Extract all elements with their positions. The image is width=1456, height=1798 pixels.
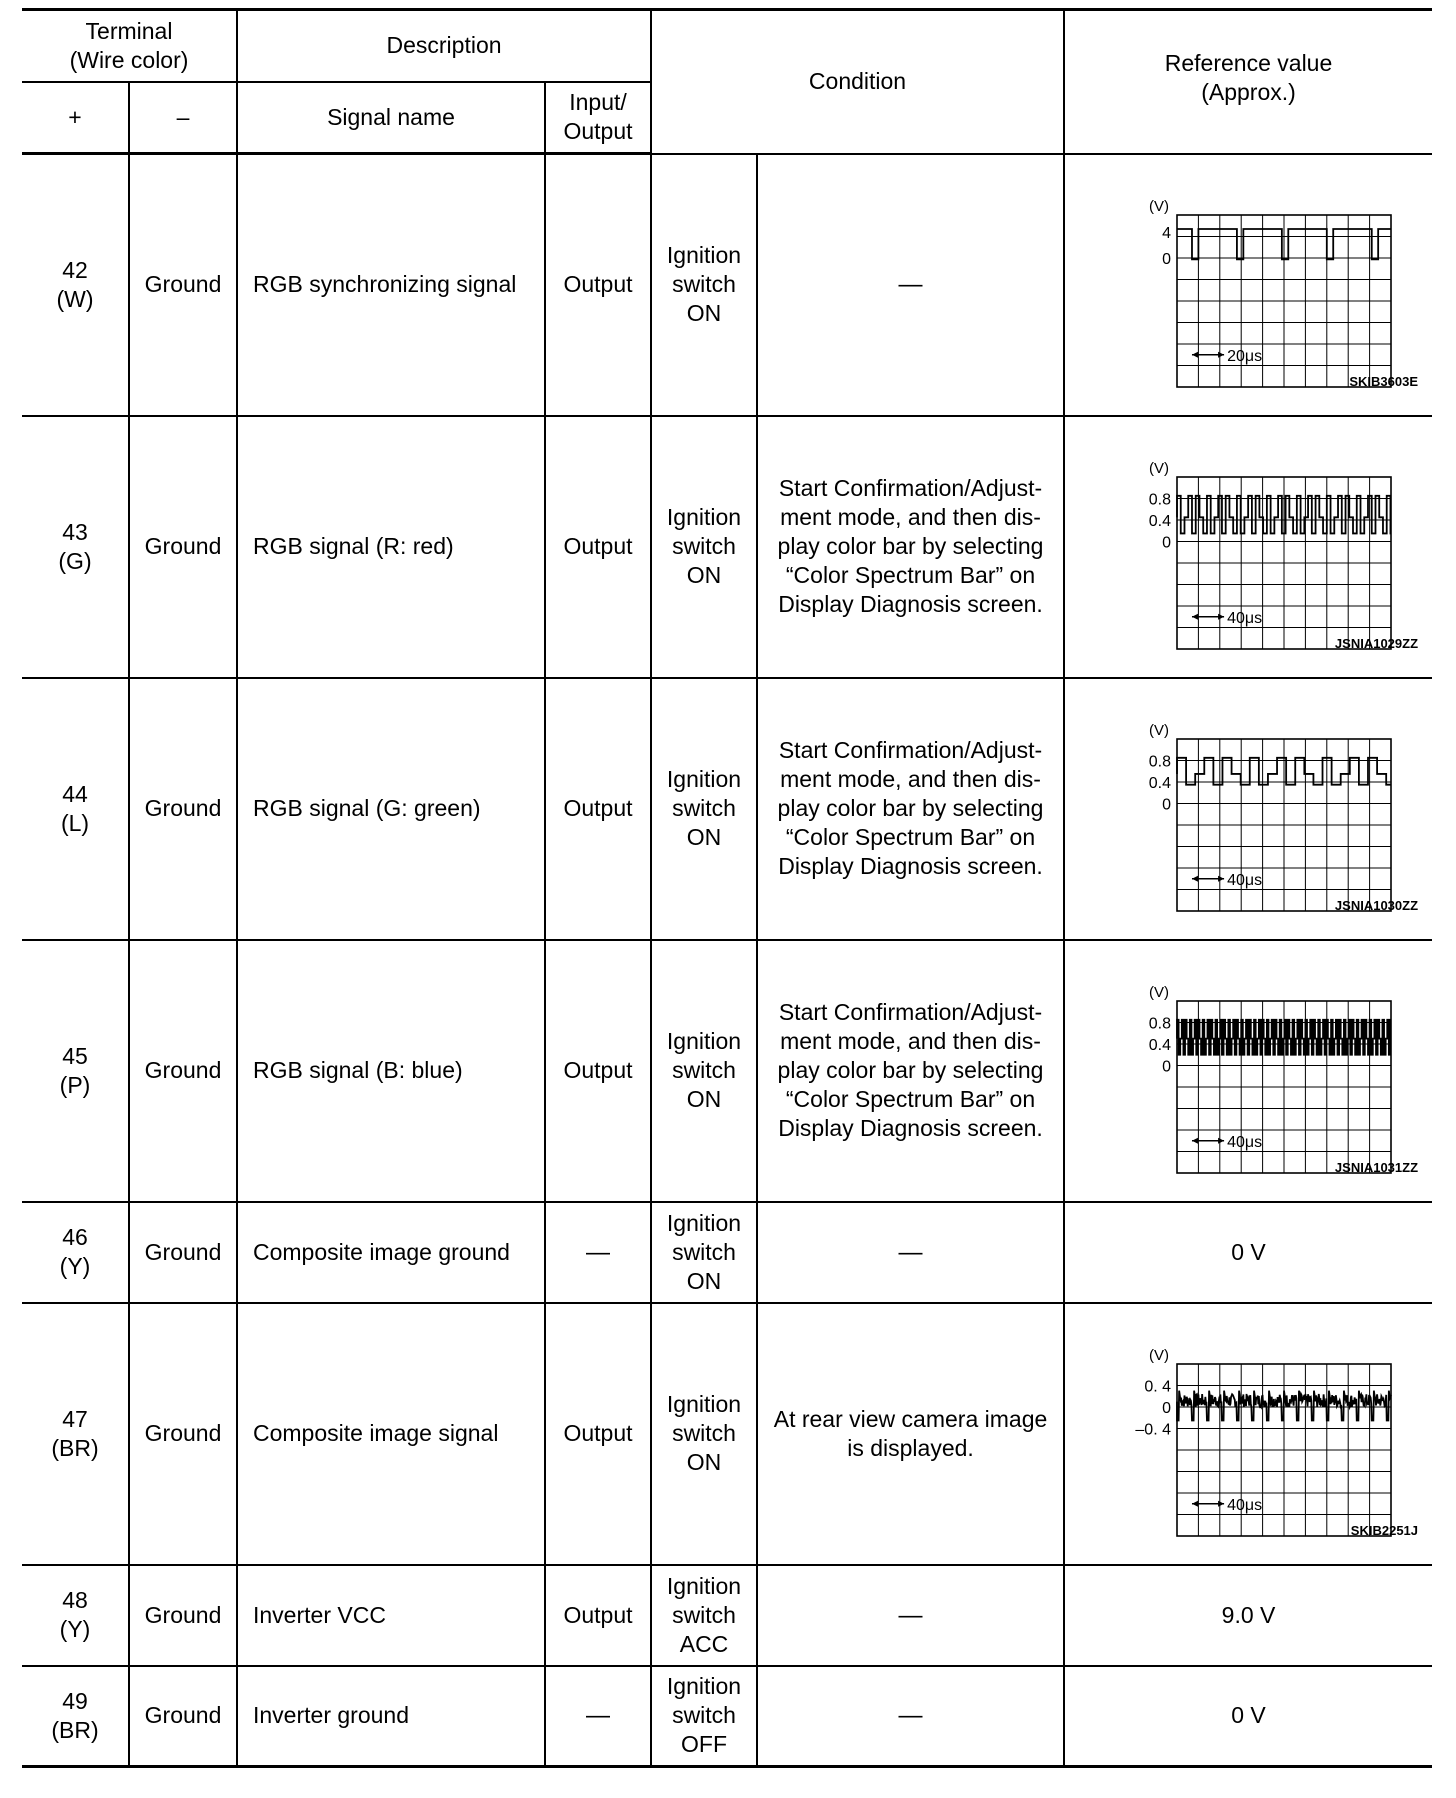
waveform-voltage-label: 0.8 (1148, 1015, 1171, 1032)
oscilloscope-waveform (1099, 195, 1399, 395)
waveform-voltage-label: 4 (1161, 224, 1171, 242)
reference-value (1064, 678, 1432, 940)
input-output: Output (545, 1303, 651, 1565)
ignition-switch-state: Ignition switch ON (651, 154, 757, 416)
waveform-unit-label: (V) (1148, 983, 1169, 1001)
ignition-switch-state: Ignition switch ON (651, 416, 757, 678)
time-division-label: 40μs (1226, 609, 1262, 627)
ignition-switch-state: Ignition switch ON (651, 1202, 757, 1303)
waveform-unit-label: (V) (1148, 459, 1169, 477)
terminal-number: 43 (G) (22, 416, 129, 678)
time-division-label: 40μs (1226, 871, 1262, 889)
condition-text: — (757, 1666, 1064, 1767)
terminal-number: 46 (Y) (22, 1202, 129, 1303)
table-row (22, 678, 1432, 940)
oscilloscope-waveform (1099, 1344, 1399, 1544)
oscilloscope-waveform (1099, 981, 1399, 1181)
reference-value: 0 V (1064, 1202, 1432, 1303)
condition-text: Start Confirmation/Adjust- ment mode, and then dis- play color bar by selecting “Color Spectrum Bar” on Display Diagnosis screen. (757, 678, 1064, 940)
signal-name: RGB synchronizing signal (237, 154, 545, 416)
table-row (22, 940, 1432, 1202)
oscilloscope-waveform (1099, 719, 1399, 919)
time-division-label: 20μs (1226, 347, 1262, 365)
waveform-unit-label: (V) (1148, 1346, 1169, 1364)
ground-terminal: Ground (129, 1565, 237, 1666)
waveform-voltage-label: 0 (1161, 1399, 1171, 1417)
signal-name: RGB signal (R: red) (237, 416, 545, 678)
waveform-voltage-label: 0 (1161, 534, 1171, 551)
table-row (22, 1666, 1432, 1767)
terminal-number: 48 (Y) (22, 1565, 129, 1666)
condition-text: — (757, 1202, 1064, 1303)
waveform-voltage-label: 0 (1161, 250, 1171, 268)
signal-name: Inverter VCC (237, 1565, 545, 1666)
table-row (22, 416, 1432, 678)
oscilloscope-grid (1177, 1364, 1391, 1536)
table-row (22, 1565, 1432, 1666)
input-output: — (545, 1666, 651, 1767)
ground-terminal: Ground (129, 1666, 237, 1767)
time-division-label: 40μs (1226, 1496, 1262, 1514)
input-output: Output (545, 1565, 651, 1666)
ground-terminal: Ground (129, 678, 237, 940)
condition-text: Start Confirmation/Adjust- ment mode, and then dis- play color bar by selecting “Color Spectrum Bar” on Display Diagnosis screen. (757, 416, 1064, 678)
ignition-switch-state: Ignition switch ACC (651, 1565, 757, 1666)
oscilloscope-waveform (1099, 457, 1399, 657)
input-output: Output (545, 154, 651, 416)
oscilloscope-grid (1177, 215, 1391, 387)
waveform-voltage-label: –0. 4 (1134, 1421, 1171, 1438)
waveform-voltage-label: 0.8 (1148, 491, 1171, 508)
waveform-voltage-label: 0. 4 (1143, 1378, 1171, 1395)
reference-value: 0 V (1064, 1666, 1432, 1767)
signal-name: RGB signal (B: blue) (237, 940, 545, 1202)
header-plus: + (22, 82, 129, 154)
table-row (22, 154, 1432, 416)
waveform-voltage-label: 0.4 (1148, 1036, 1171, 1054)
figure-code: JSNIA1030ZZ (1334, 897, 1419, 913)
terminal-number: 47 (BR) (22, 1303, 129, 1565)
reference-value (1064, 940, 1432, 1202)
condition-text: Start Confirmation/Adjust- ment mode, and then dis- play color bar by selecting “Color Spectrum Bar” on Display Diagnosis screen. (757, 940, 1064, 1202)
waveform-voltage-label: 0.4 (1148, 512, 1171, 530)
waveform-unit-label: (V) (1148, 197, 1169, 215)
signal-name: Inverter ground (237, 1666, 545, 1767)
header-reference-value: Reference value (Approx.) (1064, 10, 1432, 154)
reference-value (1064, 416, 1432, 678)
input-output: — (545, 1202, 651, 1303)
terminal-reference-table (22, 8, 1432, 1768)
table-row (22, 1303, 1432, 1565)
table-row (22, 1202, 1432, 1303)
ground-terminal: Ground (129, 1303, 237, 1565)
waveform-voltage-label: 0.8 (1148, 753, 1171, 770)
ground-terminal: Ground (129, 154, 237, 416)
ignition-switch-state: Ignition switch ON (651, 678, 757, 940)
terminal-number: 42 (W) (22, 154, 129, 416)
waveform-voltage-label: 0.4 (1148, 774, 1171, 792)
header-minus: – (129, 82, 237, 154)
signal-name: RGB signal (G: green) (237, 678, 545, 940)
figure-code: JSNIA1029ZZ (1334, 635, 1419, 651)
signal-name: Composite image ground (237, 1202, 545, 1303)
time-division-label: 40μs (1226, 1133, 1262, 1151)
waveform-voltage-label: 0 (1161, 1058, 1171, 1075)
condition-text: At rear view camera image is displayed. (757, 1303, 1064, 1565)
signal-name: Composite image signal (237, 1303, 545, 1565)
input-output: Output (545, 416, 651, 678)
figure-code: SKIB3603E (1349, 373, 1419, 389)
oscilloscope-grid (1177, 477, 1391, 649)
ground-terminal: Ground (129, 416, 237, 678)
ground-terminal: Ground (129, 940, 237, 1202)
ignition-switch-state: Ignition switch ON (651, 1303, 757, 1565)
waveform-unit-label: (V) (1148, 721, 1169, 739)
header-description: Description (237, 10, 651, 82)
reference-value (1064, 154, 1432, 416)
input-output: Output (545, 678, 651, 940)
ground-terminal: Ground (129, 1202, 237, 1303)
condition-text: — (757, 1565, 1064, 1666)
figure-code: JSNIA1031ZZ (1334, 1159, 1419, 1175)
header-condition: Condition (651, 10, 1064, 154)
condition-text: — (757, 154, 1064, 416)
reference-value: 9.0 V (1064, 1565, 1432, 1666)
reference-value (1064, 1303, 1432, 1565)
header-signal-name: Signal name (237, 82, 545, 154)
header-terminal: Terminal (Wire color) (22, 10, 237, 82)
ignition-switch-state: Ignition switch OFF (651, 1666, 757, 1767)
ignition-switch-state: Ignition switch ON (651, 940, 757, 1202)
terminal-number: 44 (L) (22, 678, 129, 940)
input-output: Output (545, 940, 651, 1202)
terminal-number: 45 (P) (22, 940, 129, 1202)
waveform-voltage-label: 0 (1161, 796, 1171, 813)
header-input-output: Input/ Output (545, 82, 651, 154)
waveform-trace (1177, 1390, 1391, 1420)
terminal-number: 49 (BR) (22, 1666, 129, 1767)
figure-code: SKIB2251J (1350, 1522, 1419, 1538)
